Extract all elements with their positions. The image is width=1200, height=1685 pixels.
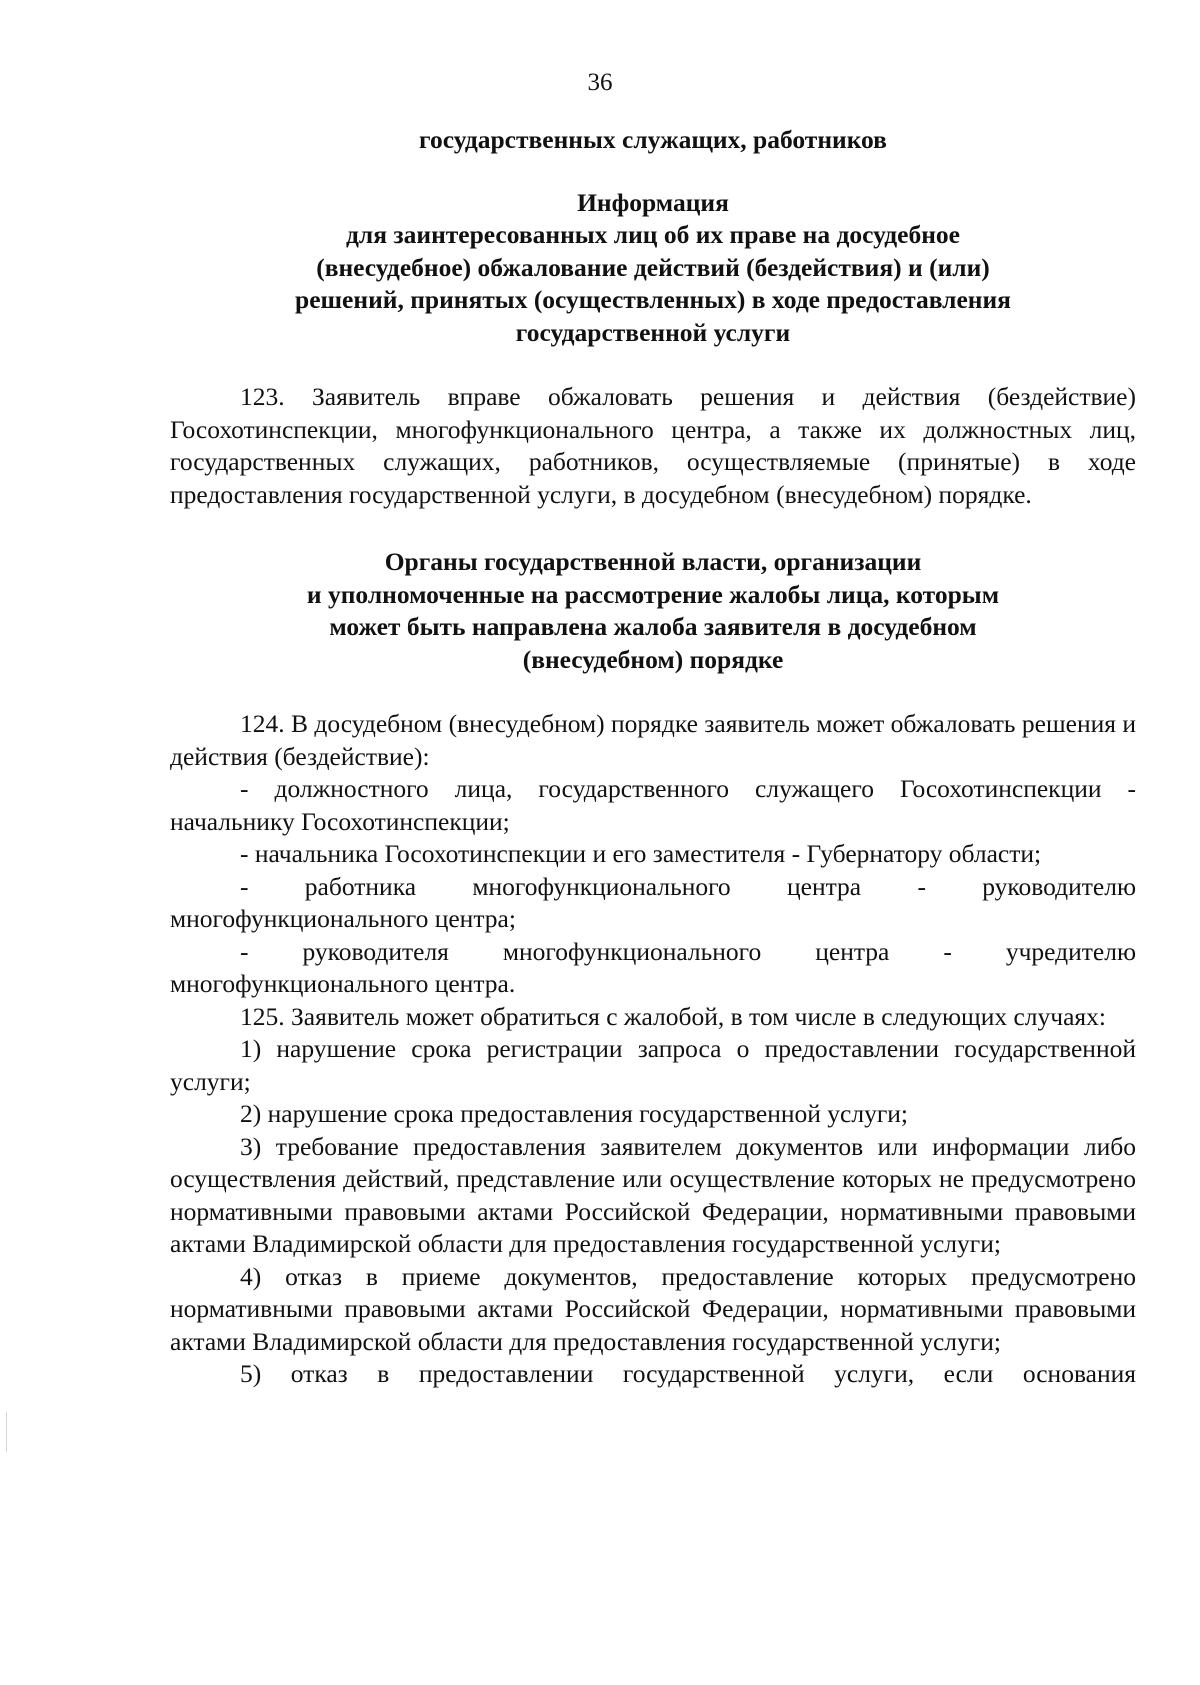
info-section-title xyxy=(170,187,1136,350)
info-title-line: государственной услуги xyxy=(515,317,791,347)
info-title-line: Информация xyxy=(577,187,729,217)
list-item-124-3: - работника многофункционального центра - руководителю многофункционального центра; xyxy=(170,871,1136,933)
list-item-125-3: 3) требование предоставления заявителем документов или информации либо осуществления действий, представление или осуществление которых не предусмотрено нормативными правовыми актами Российской Федерации, нормативными правовыми актами Владимирской области для предоставления государственной услуги; xyxy=(170,1131,1136,1258)
organs-section-title xyxy=(170,546,1136,676)
scan-artifact xyxy=(6,1412,7,1452)
organs-title-line: Органы государственной власти, организации xyxy=(384,547,922,576)
info-title-line: решений, принятых (осуществленных) в ходе предоставления xyxy=(295,285,1011,314)
list-item-125-5: 5) отказ в предоставлении государственной услуги, если основания xyxy=(240,1359,1136,1388)
paragraph-125: 125. Заявитель может обратиться с жалобой, в том числе в следующих случаях: xyxy=(240,1001,1106,1031)
list-item-124-4: - руководителя многофункционального центра - учредителю многофункционального центра. xyxy=(170,936,1136,998)
list-item-125-2: 2) нарушение срока предоставления государственной услуги; xyxy=(240,1099,909,1128)
organs-title-line: (внесудебном) порядке xyxy=(522,644,784,674)
paragraph-124: 124. В досудебном (внесудебном) порядке заявитель может обжаловать решения и действия (бездействие): xyxy=(170,709,1136,771)
organs-title-line: и уполномоченные на рассмотрение жалобы лица, которым xyxy=(306,579,1000,609)
continuation-heading: государственных служащих, работников xyxy=(419,125,887,154)
page-number: 36 xyxy=(587,69,613,96)
list-item-125-1: 1) нарушение срока регистрации запроса о предоставлении государственной услуги; xyxy=(170,1034,1136,1096)
list-item-124-2: - начальника Госохотинспекции и его заместителя - Губернатору области; xyxy=(240,839,1042,868)
info-title-line: для заинтересованных лиц об их праве на досудебное xyxy=(346,220,960,249)
paragraph-123: 123. Заявитель вправе обжаловать решения и действия (бездействие) Госохотинспекции, многофункционального центра, а также их должностных лиц, государственных служащих, работников, осуществляемые (принятые) в ходе предоставления государственной услуги, в досудебном (внесудебном) порядке. xyxy=(170,382,1136,509)
list-item-125-4: 4) отказ в приеме документов, предоставление которых предусмотрено нормативными правовыми актами Российской Федерации, нормативными правовыми актами Владимирской области для предоставления государственной услуги; xyxy=(170,1261,1136,1356)
info-title-line: (внесудебное) обжалование действий (бездействия) и (или) xyxy=(316,252,990,282)
organs-title-line: может быть направлена жалоба заявителя в досудебном xyxy=(329,612,977,641)
list-item-124-1: - должностного лица, государственного служащего Госохотинспекции - начальнику Госохотинспекции; xyxy=(170,774,1136,836)
page-content xyxy=(170,124,1136,1391)
